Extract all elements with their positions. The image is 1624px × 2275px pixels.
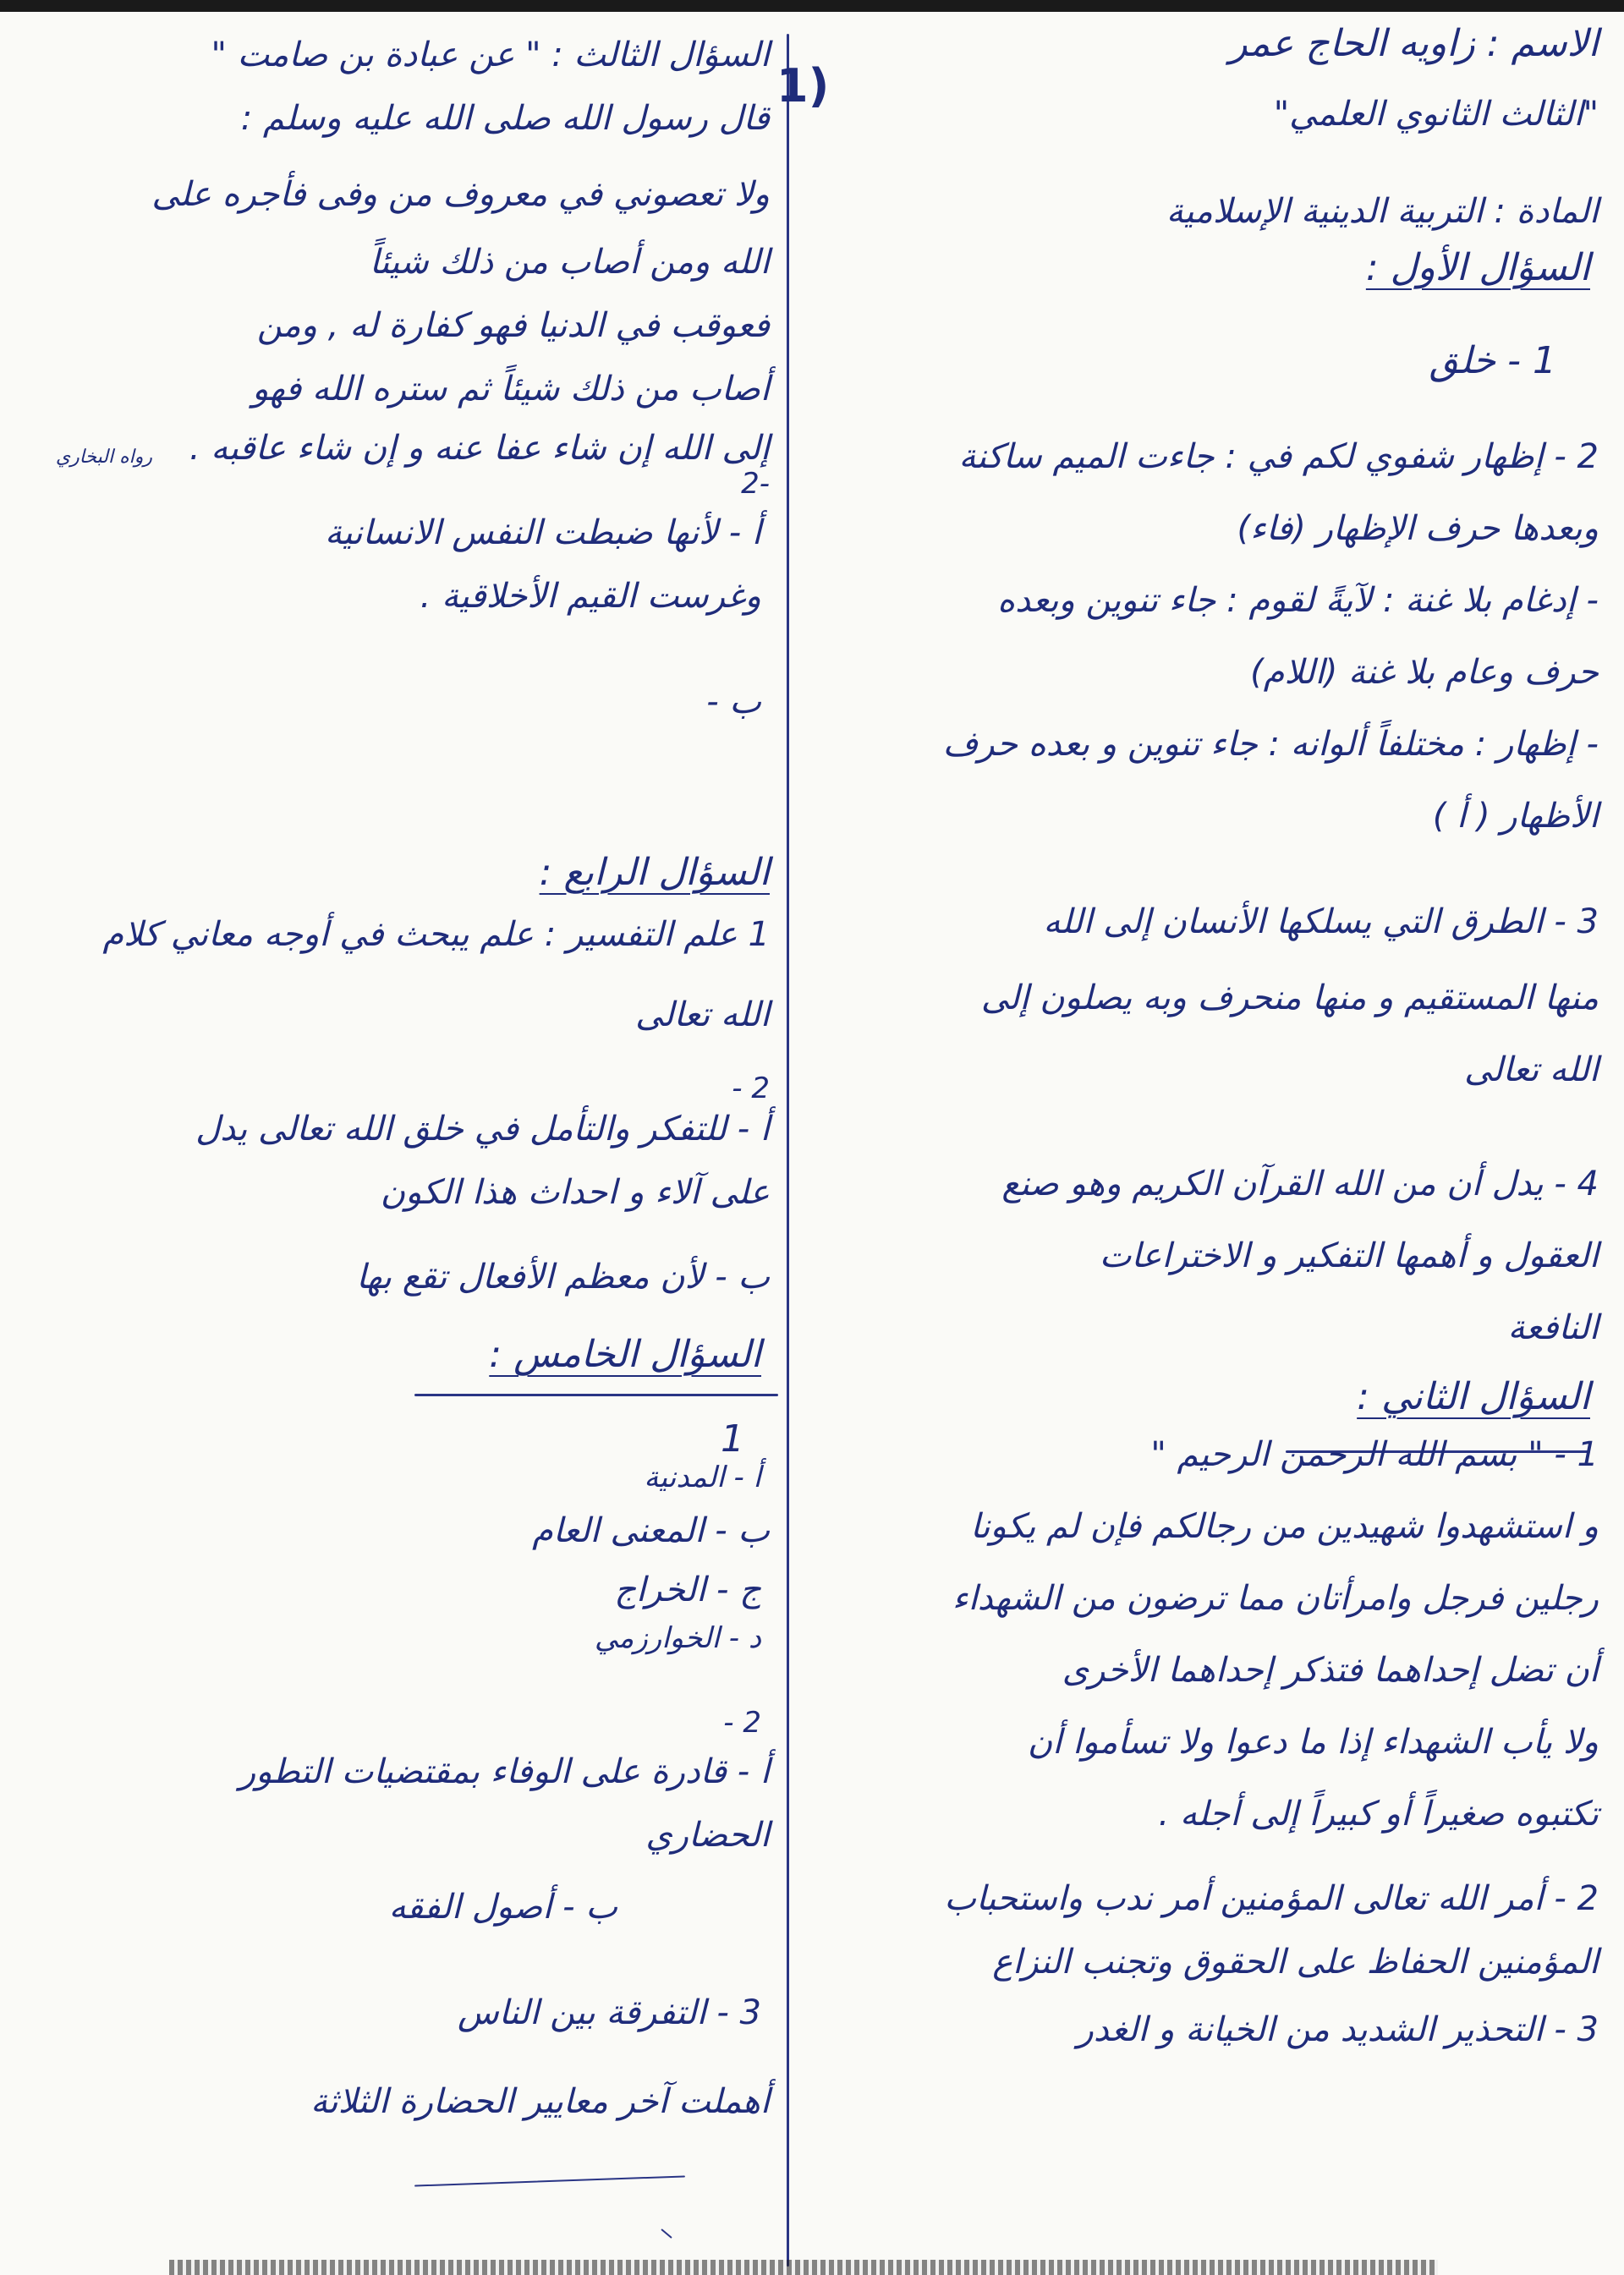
q1-answer-3-line: منها المستقيم و منها منحرف وبه يصلون إلى xyxy=(980,979,1599,1017)
q1-answer-2-line: الأظهار ( أ ) xyxy=(1432,797,1599,836)
q5-answer-3: 3 - التفرقة بين الناس xyxy=(457,1993,761,2032)
title-underline xyxy=(414,1394,778,1396)
pen-stroke xyxy=(414,2175,685,2186)
q1-answer-4-line: العقول و أهمها التفكير و الاختراعات xyxy=(1099,1236,1599,1275)
q5-answer-1a: أ - المدنية xyxy=(644,1461,761,1494)
q1-answer-2-line: حرف وعام بلا غنة (اللام) xyxy=(1250,653,1599,692)
pen-stroke xyxy=(661,2228,672,2239)
q2-answer-1-line: أن تضل إحداهما فتذكر إحداهما الأخرى xyxy=(1062,1651,1599,1690)
q3-number: (1 xyxy=(776,59,830,112)
student-class: "الثالث الثانوي العلمي" xyxy=(1273,95,1599,134)
q3-hadith-line: فعوقب في الدنيا فهو كفارة له , ومن xyxy=(256,306,770,345)
q4-answer-2a-line: على آلاء و احداث هذا الكون xyxy=(380,1173,770,1212)
q3-hadith-line: إلى الله إن شاء عفا عنه و إن شاء عاقبه . xyxy=(189,429,770,468)
q1-answer-2-line: 2 - إظهار شفوي لكم في : جاءت الميم ساكنة xyxy=(958,437,1599,476)
q3-answer-2a-line: أ - لأنها ضبطت النفس الانسانية xyxy=(325,513,761,552)
q4-answer-2a-line: أ - للتفكر والتأمل في خلق الله تعالى يدل xyxy=(195,1110,770,1148)
q3-title: السؤال الثالث : " عن عبادة بن صامت " xyxy=(211,36,770,74)
q5-answer-2a-line: الحضاري xyxy=(645,1816,770,1855)
scan-top-edge xyxy=(0,0,1624,12)
q5-answer-1: 1 xyxy=(721,1417,744,1461)
q3-hadith-line: ولا تعصوني في معروف من وفى فأجره على xyxy=(151,175,770,214)
q5-answer-2: 2 - xyxy=(723,1706,761,1740)
q1-answer-2-line: - إظهار : مختلفاً ألوانه : جاء تنوين و بعده حرف xyxy=(942,725,1599,764)
q1-answer-2-line: وبعدها حرف الإظهار (فاء) xyxy=(1237,509,1599,548)
q3-hadith-line: الله ومن أصاب من ذلك شيئاً xyxy=(369,243,770,282)
q2-answer-1-line: 1 - " بسم الله الرحمن الرحيم " xyxy=(1150,1435,1599,1474)
q3-answer-2b: ب - xyxy=(706,682,761,721)
q5-title: السؤال الخامس : xyxy=(489,1333,761,1376)
q4-answer-2: 2 - xyxy=(732,1072,770,1105)
student-name: الاسم : زاويه الحاج عمر xyxy=(1229,22,1599,65)
q1-answer-2-line: - إدغام بلا غنة : لآيةً لقوم : جاء تنوين وبعده xyxy=(997,581,1599,620)
q1-title: السؤال الأول : xyxy=(1365,246,1590,289)
q3-answer-2a-line: وغرست القيم الأخلاقية . xyxy=(420,577,761,616)
q1-answer-4-line: 4 - يدل أن من الله القرآن الكريم وهو صنع xyxy=(1001,1165,1599,1203)
column-divider xyxy=(787,34,789,2267)
subject: المادة : التربية الدينية الإسلامية xyxy=(1166,192,1599,231)
q2-answer-1-line: و استشهدوا شهيدين من رجالكم فإن لم يكونا xyxy=(970,1507,1599,1546)
q2-answer-1-line: رجلين فرجل وامرأتان مما ترضون من الشهداء xyxy=(952,1579,1599,1618)
q4-title: السؤال الرابع : xyxy=(539,851,770,894)
q2-title: السؤال الثاني : xyxy=(1357,1375,1590,1418)
q5-answer-2a-line: أ - قادرة على الوفاء بمقتضيات التطور xyxy=(239,1752,770,1791)
q3-hadith-line: أصاب من ذلك شيئاً ثم ستره الله فهو xyxy=(252,370,770,408)
q1-answer-3-line: 3 - الطرق التي يسلكها الأنسان إلى الله xyxy=(1043,902,1599,941)
q4-answer-1-line: 1 علم التفسير : علم يبحث في أوجه معاني كلام xyxy=(102,915,770,954)
q3-answer-2: -2 xyxy=(741,467,770,501)
q5-answer-4: أهملت آخر معايير الحضارة الثلاثة xyxy=(310,2082,770,2121)
q3-hadith-source: رواه البخاري xyxy=(55,447,152,468)
q2-answer-1-line: تكتبوه صغيراً أو كبيراً إلى أجله . xyxy=(1158,1795,1599,1834)
q2-answer-3: 3 - التحذير الشديد من الخيانة و الغدر xyxy=(1077,2010,1599,2049)
q3-hadith-line: قال رسول الله صلى الله عليه وسلم : xyxy=(240,99,770,138)
q5-answer-1c: ج - الخراج xyxy=(614,1571,761,1609)
q5-answer-1b: ب - المعنى العام xyxy=(532,1511,770,1550)
q2-answer-2-line: المؤمنين الحفاظ على الحقوق وتجنب النزاع xyxy=(992,1943,1599,1982)
q1-answer-4-line: النافعة xyxy=(1507,1308,1599,1347)
q2-answer-2-line: 2 - أمر الله تعالى المؤمنين أمر ندب واستحباب xyxy=(944,1879,1599,1918)
q4-answer-1-line: الله تعالى xyxy=(635,995,770,1034)
scan-bottom-edge xyxy=(169,2260,1438,2275)
q1-answer-3-line: الله تعالى xyxy=(1464,1050,1599,1089)
q5-answer-2b: ب - أصول الفقه xyxy=(388,1888,617,1927)
q4-answer-2b: ب - لأن معظم الأفعال تقع بها xyxy=(356,1258,770,1296)
q5-answer-1d: د - الخوارزمي xyxy=(594,1621,761,1655)
q2-answer-1-line: ولا يأب الشهداء إذا ما دعوا ولا تسأموا أن xyxy=(1027,1723,1599,1762)
q1-answer-1: 1 - خلق xyxy=(1429,339,1556,382)
